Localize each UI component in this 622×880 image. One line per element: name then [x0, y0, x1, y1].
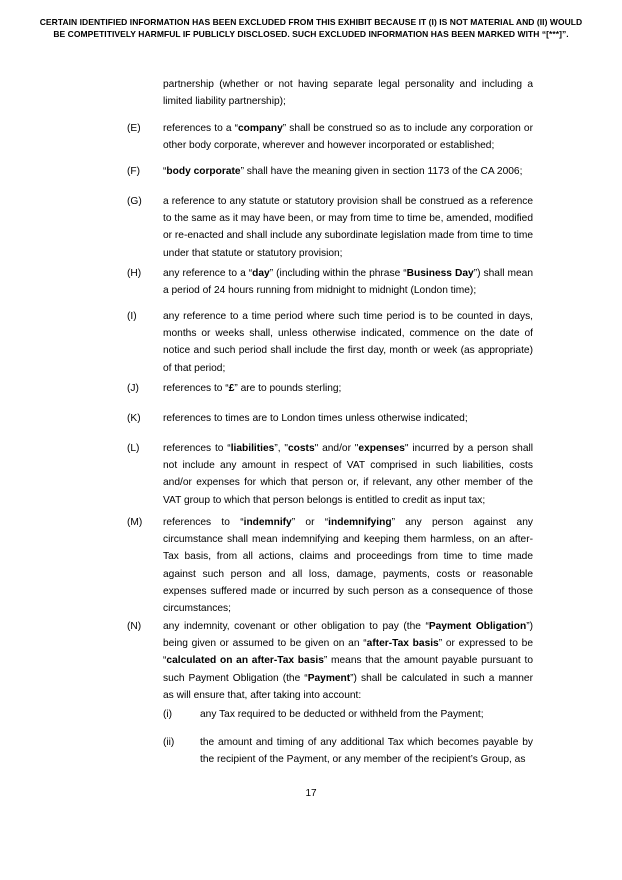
text-run: references to “ [163, 383, 229, 394]
clause-label: (i) [163, 709, 173, 720]
text-run: ” are to pounds sterling; [234, 383, 342, 394]
clause-text [200, 706, 533, 723]
text-run: any Tax required to be deducted or withheld from the Payment; [200, 709, 484, 720]
clause-label: (G) [127, 196, 142, 207]
clause-text [163, 265, 533, 299]
text-run: references to a “ [163, 123, 239, 134]
clause-text [200, 734, 533, 768]
text-run: a reference to any statute or statutory provision shall be construed as a reference to the same as it may have been, or may from time to time be, amended, modified or re-enacted and shall include any subordinate legislation made from time to time under that statute or statutory provision; [163, 196, 533, 259]
text-run: ”) shall be calculated in such a manner as will ensure that, after taking into account: [163, 672, 533, 701]
text-run: ” any person against any circumstance shall mean indemnifying and keeping them harmless, on an after-Tax basis, from all actions, claims and proceedings from time to time made against such person and all loss, damage, payments, costs or reasonable expenses suffered made or incurred by such person as a consequence of those circumstances; [163, 517, 533, 615]
clause-label: (N) [127, 621, 142, 632]
clause-text [163, 193, 533, 262]
text-run: the amount and timing of any additional Tax which becomes payable by the recipient of the Payment, or any member of the recipient’s Group, as [200, 737, 533, 766]
text-run: ” or “ [291, 517, 329, 528]
text-run: ” (including within the phrase “ [269, 268, 407, 279]
defined-term: calculated on an after-Tax basis [166, 655, 324, 667]
defined-term: indemnifying [328, 517, 392, 528]
text-run: " and/or " [314, 443, 359, 454]
defined-term: Business Day [406, 268, 474, 279]
text-run: references to times are to London times unless otherwise indicated; [163, 413, 468, 424]
clause-text [163, 120, 533, 154]
clause-text [163, 514, 533, 617]
text-run: ” shall have the meaning given in section 1173 of the CA 2006; [240, 166, 523, 177]
confidentiality-header [20, 17, 602, 40]
text-run: references to “ [163, 443, 231, 454]
clause-label: (J) [127, 383, 139, 394]
clause-text [163, 440, 533, 509]
clause-text [163, 380, 533, 397]
text-run: any indemnity, covenant or other obligation to pay (the “ [163, 621, 429, 632]
clause-label: (K) [127, 413, 141, 424]
defined-term: indemnify [243, 517, 292, 528]
defined-term: Payment Obligation [428, 621, 527, 632]
clause-label: (F) [127, 166, 141, 177]
text-run: ” shall be construed so as to include any corporation or other body corporate, wherever and however incorporated or established; [163, 123, 533, 152]
defined-term: day [252, 268, 270, 279]
clause-label: (E) [127, 123, 141, 134]
page-number: 17 [305, 788, 317, 799]
clause-label: (I) [127, 311, 137, 322]
text-run: ”) being given or assumed to be given on an “ [163, 621, 533, 650]
clause-label: (ii) [163, 737, 175, 748]
clause-text [163, 618, 533, 704]
defined-term: after-Tax basis [366, 638, 439, 650]
clause-label: (H) [127, 268, 142, 279]
defined-term: liabilities [230, 443, 275, 454]
clause-text [163, 308, 533, 377]
defined-term: company [238, 123, 283, 134]
text-run: references to “ [163, 517, 244, 528]
clause-label: (L) [127, 443, 140, 454]
text-run: any reference to a “ [163, 268, 253, 279]
text-run: ”) shall mean a period of 24 hours running from midnight to midnight (London time); [163, 268, 533, 297]
defined-term: body corporate [166, 166, 241, 177]
text-run: partnership (whether or not having separate legal personality and including a limited liability partnership); [163, 79, 533, 108]
text-run: any reference to a time period where such time period is to be counted in days, months or weeks shall, unless otherwise indicated, commence on the date of notice and such period shall include the first day, month or week (as appropriate) of that period; [163, 311, 533, 374]
clause-text [163, 76, 533, 110]
header-line-2: BE COMPETITIVELY HARMFUL IF PUBLICLY DISCLOSED. SUCH EXCLUDED INFORMATION HAS BEEN MARKED WITH “[***]”. [53, 28, 569, 39]
defined-term: expenses [358, 443, 405, 454]
defined-term: £ [228, 383, 235, 394]
text-run: “ [163, 166, 167, 177]
header-line-1: CERTAIN IDENTIFIED INFORMATION HAS BEEN EXCLUDED FROM THIS EXHIBIT BECAUSE IT (I) IS NOT MATERIAL AND (II) WOULD [39, 17, 583, 27]
text-run: ” or expressed to be “ [163, 638, 534, 667]
clause-text [163, 163, 533, 180]
clause-text [163, 410, 533, 427]
text-run: " incurred by a person shall not include any amount in respect of VAT comprised in such liabilities, costs and/or expenses for which that person or, if relevant, any other member of the VAT group to which that person belongs is entitled to credit as input tax; [163, 443, 534, 506]
defined-term: Payment [307, 672, 351, 684]
clause-label: (M) [127, 517, 143, 528]
text-run: ” means that the amount payable pursuant to such Payment Obligation (the “ [163, 655, 534, 684]
text-run: ”, " [274, 443, 288, 454]
defined-term: costs [288, 443, 315, 454]
